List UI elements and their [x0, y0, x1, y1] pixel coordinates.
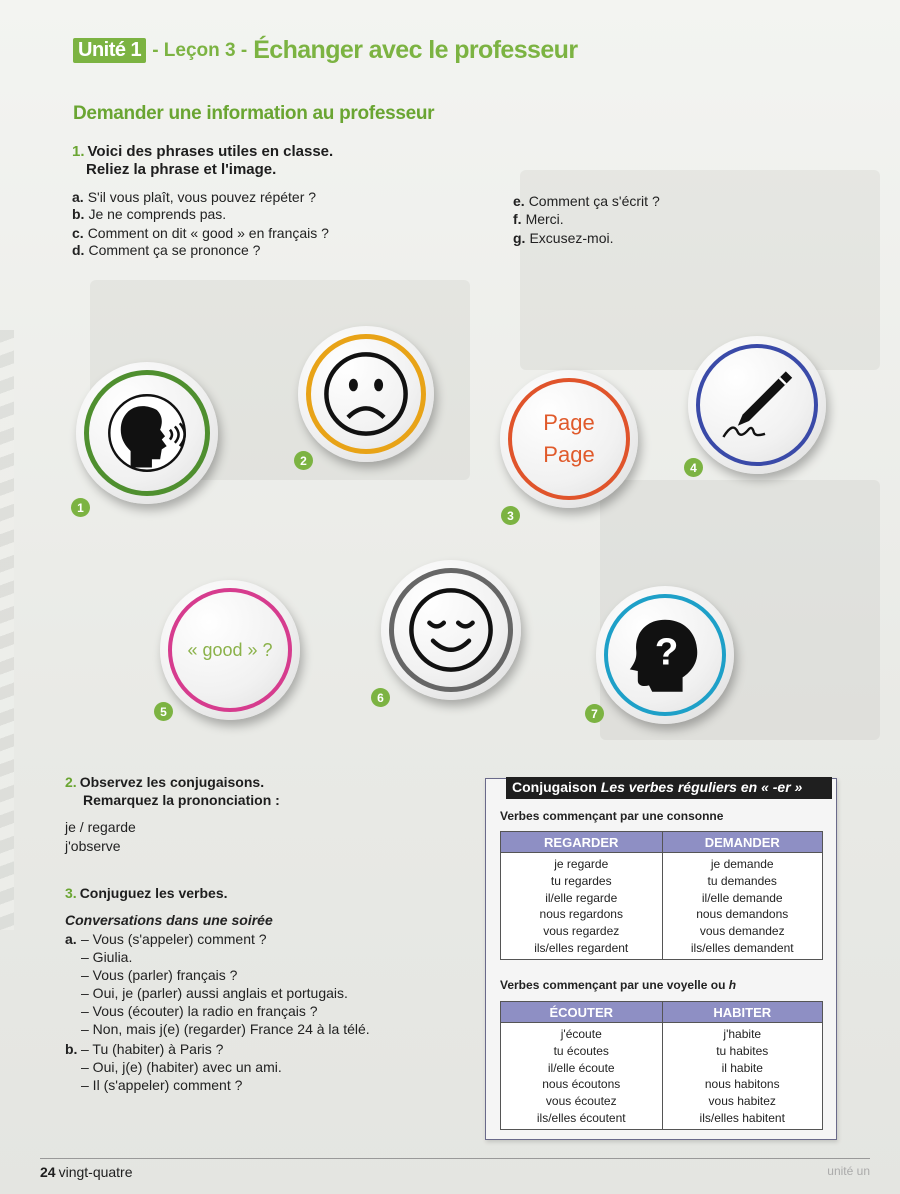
unit-badge: Unité 1: [73, 38, 146, 63]
verb-form: tu habites: [716, 1043, 769, 1058]
image-number: 5: [154, 702, 173, 721]
verb-form: nous regardons: [539, 907, 623, 922]
list-item: e. Comment ça s'écrit ?: [513, 193, 660, 209]
verb-form: vous écoutez: [545, 1094, 617, 1109]
page-number: 24 vingt-quatre: [40, 1164, 133, 1180]
verb-form: vous habitez: [708, 1094, 776, 1109]
verb-form: j'écoute: [560, 1027, 602, 1041]
example-text: je / regarde: [65, 819, 136, 835]
list-item: d. Comment ça se prononce ?: [72, 242, 261, 258]
verb-form: nous écoutons: [542, 1077, 621, 1092]
footer-divider: [40, 1158, 870, 1159]
exercise-3-subtitle: Conversations dans une soirée: [65, 912, 273, 928]
section-title: Demander une information au professeur: [73, 103, 435, 124]
verb-header: DEMANDER: [663, 832, 823, 853]
exercise-3-title: 3. Conjuguez les verbes.: [65, 885, 228, 901]
verb-form: ils/elles demandent: [690, 940, 794, 955]
image-number: 7: [585, 704, 604, 723]
lesson-label: - Leçon 3 -: [152, 39, 248, 61]
dialogue-line: – Oui, je (parler) aussi anglais et portugais.: [81, 985, 348, 1001]
sad-face-icon: [298, 326, 434, 462]
verb-form: vous demandez: [699, 924, 785, 939]
verb-form: tu demandes: [707, 873, 777, 888]
verb-header: HABITER: [663, 1002, 823, 1023]
image-number: 4: [684, 458, 703, 477]
smiling-face-icon: [381, 560, 521, 700]
verb-form: il habite: [721, 1060, 763, 1075]
page-header: [73, 36, 577, 65]
verb-form: tu regardes: [550, 873, 612, 888]
verb-form: tu écoutes: [553, 1043, 609, 1058]
dialogue-line: – Vous (écouter) la radio en français ?: [81, 1003, 318, 1019]
verb-table-consonant: [500, 831, 823, 960]
list-item: g. Excusez-moi.: [513, 230, 614, 246]
conjugation-subtitle: Verbes commençant par une voyelle ou h: [500, 978, 737, 992]
verb-form: vous regardez: [543, 924, 620, 939]
verb-form: je demande: [710, 857, 774, 871]
image-number: 3: [501, 506, 520, 525]
verb-form: nous demandons: [696, 907, 789, 922]
page-edge-decoration: [0, 330, 14, 930]
image-number: 6: [371, 688, 390, 707]
verb-header: ÉCOUTER: [501, 1002, 662, 1023]
page-title: Échanger avec le professeur: [253, 36, 578, 64]
verb-form: j'habite: [723, 1027, 762, 1041]
pen-signature-icon: [688, 336, 826, 474]
page-text-icon: Page Page: [500, 370, 638, 508]
dialogue-label: b.: [65, 1041, 78, 1057]
good-question-icon: « good » ?: [160, 580, 300, 720]
image-number: 2: [294, 451, 313, 470]
list-item: c. Comment on dit « good » en français ?: [72, 225, 329, 241]
conjugation-box: [485, 778, 837, 1140]
dialogue-line: – Vous (parler) français ?: [81, 967, 238, 983]
dialogue-line: – Oui, j(e) (habiter) avec un ami.: [81, 1059, 282, 1075]
verb-form: il/elle écoute: [547, 1060, 615, 1075]
image-number: 1: [71, 498, 90, 517]
conjugation-subtitle: Verbes commençant par une consonne: [500, 809, 724, 823]
verb-form: il/elle demande: [701, 890, 783, 905]
dialogue-label: a.: [65, 931, 77, 947]
dialogue-line: – Vous (s'appeler) comment ?: [81, 931, 267, 947]
footer-unit-label: unité un: [827, 1164, 870, 1178]
dialogue-line: – Giulia.: [81, 949, 133, 965]
thinking-head-icon: [596, 586, 734, 724]
list-item: f. Merci.: [513, 211, 564, 227]
verb-form: ils/elles écoutent: [536, 1110, 626, 1125]
example-text: j'observe: [65, 838, 121, 854]
verb-table-vowel: [500, 1001, 823, 1130]
dialogue-line: – Il (s'appeler) comment ?: [81, 1077, 243, 1093]
exercise-1-title: 1. Voici des phrases utiles en classe. Reliez la phrase et l'image.: [72, 143, 334, 178]
conjugation-title: Conjugaison Les verbes réguliers en « -er »: [506, 777, 832, 799]
list-item: b. Je ne comprends pas.: [72, 206, 227, 222]
dialogue-line: – Tu (habiter) à Paris ?: [81, 1041, 224, 1057]
verb-form: il/elle regarde: [545, 890, 618, 905]
verb-form: ils/elles regardent: [534, 940, 629, 955]
verb-form: nous habitons: [704, 1077, 780, 1092]
dialogue-line: – Non, mais j(e) (regarder) France 24 à la télé.: [81, 1021, 370, 1037]
list-item: a. S'il vous plaît, vous pouvez répéter ?: [72, 189, 317, 205]
exercise-2-title: 2. Observez les conjugaisons. Remarquez la prononciation :: [65, 774, 280, 808]
verb-form: ils/elles habitent: [699, 1110, 785, 1125]
verb-header: REGARDER: [501, 832, 662, 853]
svg-text:?: ?: [654, 630, 679, 674]
speaking-head-icon: [76, 362, 218, 504]
verb-form: je regarde: [554, 857, 609, 871]
